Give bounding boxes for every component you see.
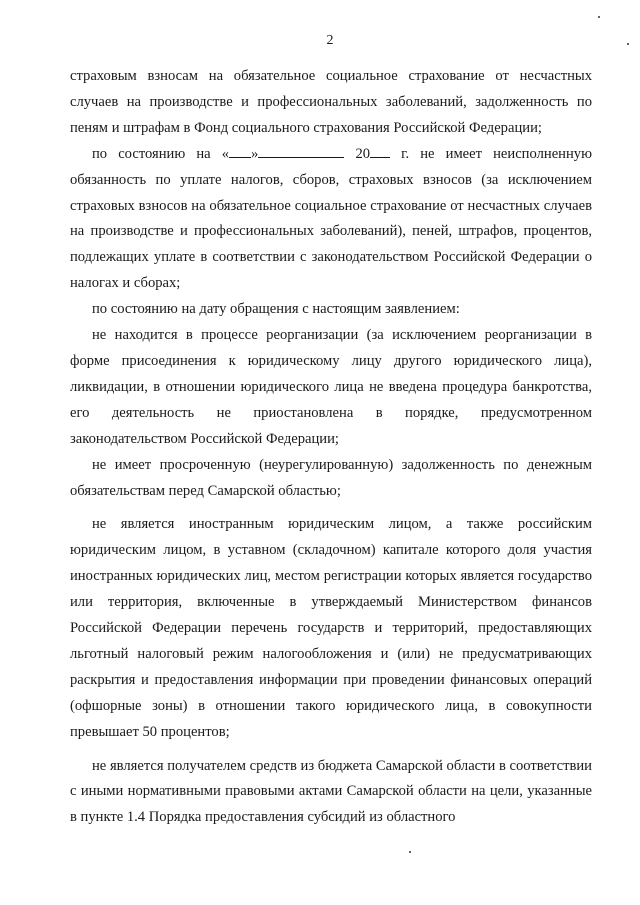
paragraph-3: по состоянию на дату обращения с настоящим заявлением: [92,301,460,318]
month-blank [258,143,344,158]
paragraph-7: не является получателем средств из бюджета Самарской области в соответствии с иными нормативными правовыми актами Самарской области на цели, указанные в пункте 1.4 Порядка предоставления субсидий из областного [70,757,592,826]
paragraph-6: не является иностранным юридическим лицом, а также российским юридическим лицом, в уставном (складочном) капитале которого доля участия иностранных юридических лиц, местом регистрации которых является государство или территория, включенные в утверждаемый Министерством финансов Российской Федерации перечень государств и территорий, предоставляющих льготный налоговый режим налогообложения и (или) не предусматривающих раскрытия и предоставления информации при проведении финансовых операций (офшорные зоны) в отношении такого юридического лица, в совокупности превышает 50 процентов; [70,516,592,740]
paragraph-1: страховым взносам на обязательное социальное страхование от несчастных случаев на производстве и профессиональных заболеваний, задолженность по пеням и штрафам в Фонд социального страхования Российской Федерации; [70,68,592,136]
day-blank [229,143,251,158]
paragraph-5: не имеет просроченную (неурегулированную) задолженность по денежным обязательствам перед Самарской областью; [70,456,592,499]
paragraph-2-year-prefix: 20 [344,145,371,162]
paragraph-2-quote-close: » [251,145,259,162]
paragraph-2-prefix: по состоянию на « [92,145,230,162]
paragraph-4: не находится в процессе реорганизации (за исключением реорганизации в форме присоединения к юридическому лицу другого юридического лица), ликвидации, в отношении юридического лица не введена процедура банкротства, его деятельность не приостановлена в порядке, предусмотренном законодательством Российской Федерации; [70,327,592,447]
page-number: 2 [326,33,334,48]
scan-speck [598,16,600,18]
paragraph-2-rest: г. не имеет неисполненную обязанность по уплате налогов, сборов, страховых взносов (за исключением страховых взносов на обязательное социальное страхование от несчастных случаев на производстве и профессиональных заболеваний), пеней, штрафов, процентов, подлежащих уплате в соответствии с законодательством Российской Федерации о налогах и сборах; [70,145,592,292]
document-body [70,64,592,831]
paragraph-2 [70,142,592,297]
scan-speck [627,43,629,45]
year-blank [370,143,390,158]
scan-speck [409,851,411,853]
